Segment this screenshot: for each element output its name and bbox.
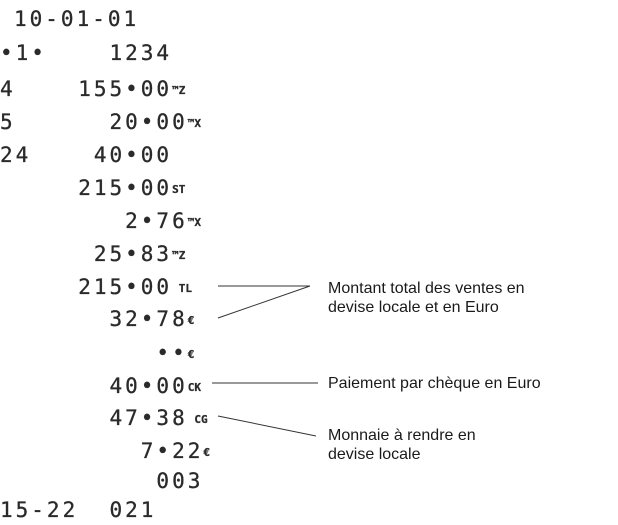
callout-total: Montant total des ventes en devise locale et en Euro — [328, 280, 525, 316]
receipt-line-tax-z: 25•83™Z — [0, 242, 186, 266]
receipt-line-tax-x: 2•76™X — [0, 209, 201, 233]
receipt-line-dept-4: 4 155•00™Z — [0, 77, 186, 101]
receipt-line-total-local: 215•00 TL — [0, 275, 192, 299]
receipt-line-euro-dots: ••€ — [0, 341, 195, 365]
leader-line-change — [218, 416, 316, 436]
receipt-line-register: •1• 1234 — [0, 41, 173, 65]
receipt-line-total-euro: 32•78€ — [0, 307, 195, 331]
receipt-line-dept-5: 5 20•00™X — [0, 110, 201, 134]
receipt-line-time: 15-22 021 — [0, 498, 157, 522]
receipt-line-counter: 003 — [0, 469, 204, 493]
leader-line-total-euro — [218, 286, 310, 318]
receipt-line-date: 10-01-01 — [14, 7, 140, 31]
receipt-line-change-local: 47•38 CG — [0, 406, 208, 430]
receipt-line-cheque: 40•00CK — [0, 374, 201, 398]
callout-change: Monnaie à rendre en devise locale — [328, 427, 476, 463]
receipt-line-dept-24: 24 40•00 — [0, 143, 173, 167]
callout-cheque: Paiement par chèque en Euro — [328, 375, 541, 392]
receipt-line-change-euro: 7•22€ — [0, 439, 210, 463]
receipt-line-subtotal: 215•00ST — [0, 176, 186, 200]
